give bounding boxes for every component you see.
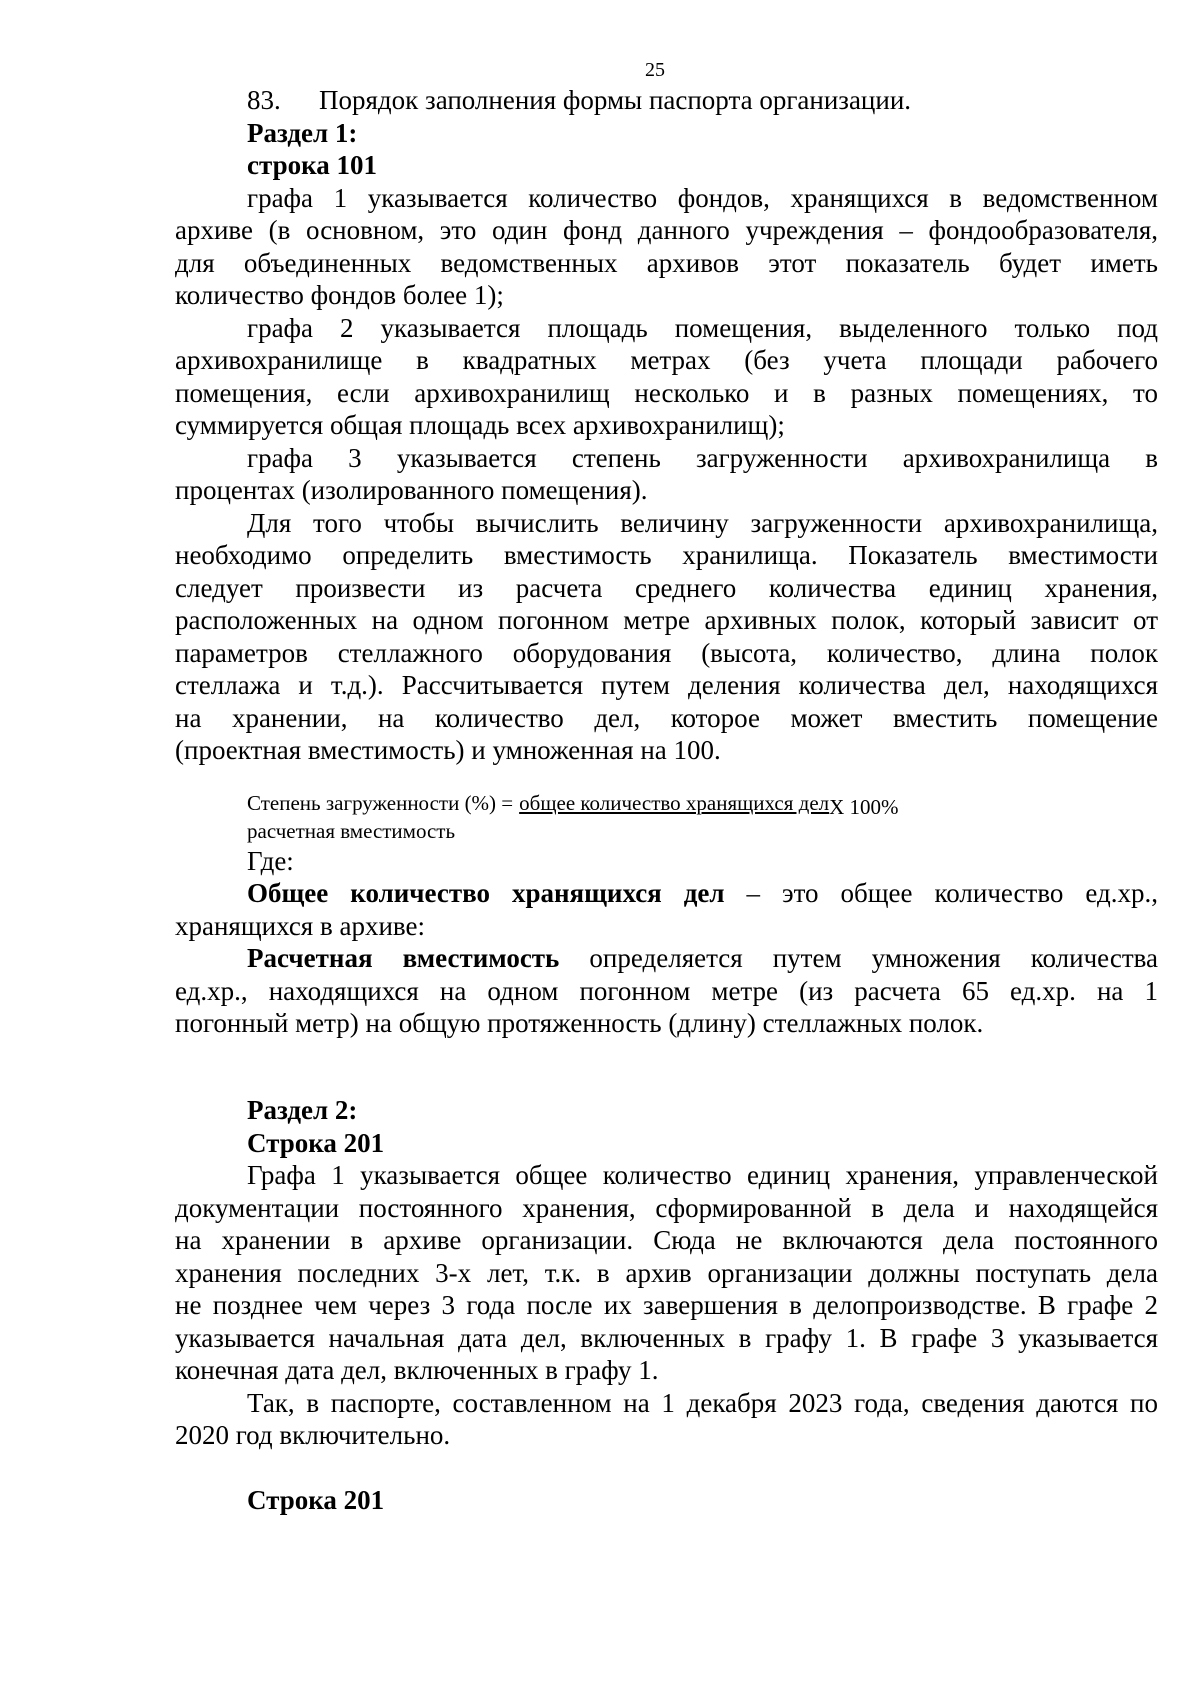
paragraph-line: конечная дата дел, включенных в графу 1. (175, 1355, 659, 1385)
paragraph-line: на хранении, на количество дел, которое может вместить помещение (175, 702, 1158, 733)
definition-line (175, 942, 1158, 975)
paragraph-line: не позднее чем через 3 года после их завершения в делопроизводстве. В графе 2 (175, 1290, 1158, 1320)
col3-paragraph (175, 442, 1158, 507)
paragraph-line: архиве (в основном, это один фонд данного учреждения – фондообразователя, (175, 215, 1158, 245)
where-label: Где: (247, 845, 294, 876)
paragraph-line: Графа 1 указывается общее количество единиц хранения, управленческой (247, 1160, 1158, 1190)
formula-multiplier: Х 100% (829, 794, 899, 819)
paragraph-line: расположенных на одном погонном метре архивных полок, который зависит от (175, 605, 1158, 635)
paragraph-line: Так, в паспорте, составленном на 1 декабря 2023 года, сведения даются по (247, 1387, 1158, 1418)
paragraph-line: графа 1 указывается количество фондов, хранящихся в ведомственном (247, 182, 1158, 213)
col2-paragraph (175, 312, 1158, 442)
spacer (175, 767, 1158, 789)
section-2-heading: Раздел 2: (247, 1095, 358, 1125)
formula-label: Степень загруженности (%) = (247, 790, 514, 815)
paragraph-line: 2020 год включительно. (175, 1420, 451, 1450)
paragraph-line: помещения, если архивохранилищ несколько и в разных помещениях, то (175, 377, 1158, 408)
paragraph-line: на хранении в архиве организации. Сюда не включаются дела постоянного (175, 1225, 1158, 1255)
formula-denominator: расчетная вместимость (247, 818, 456, 843)
paragraph-line: следует произвести из расчета среднего количества единиц хранения, (175, 572, 1158, 603)
page-number: 25 (645, 59, 665, 81)
definition-line (175, 877, 1158, 910)
definition-line: ед.хр., находящихся на одном погонном метре (из расчета 65 ед.хр. на 1 (175, 975, 1158, 1006)
paragraph-line: (проектная вместимость) и умноженная на 100. (175, 735, 721, 765)
spacer (175, 1040, 1158, 1073)
paragraph-line: параметров стеллажного оборудования (высота, количество, длина полок (175, 637, 1158, 668)
paragraph-line: Для того чтобы вычислить величину загруженности архивохранилища, (247, 507, 1158, 538)
paragraph-line: графа 3 указывается степень загруженности архивохранилища в (247, 442, 1158, 473)
section2-col1-paragraph (175, 1159, 1158, 1387)
definition-term: Расчетная вместимость (247, 943, 560, 973)
row-201-heading-2: Строка 201 (247, 1485, 385, 1515)
section2-example-paragraph (175, 1387, 1158, 1452)
formula-numerator-row (175, 789, 1158, 817)
paragraph-line: стеллажа и т.д.). Рассчитывается путем деления количества дел, находящихся (175, 670, 1158, 700)
paragraph-line: документации постоянного хранения, сформированной в дела и находящейся (175, 1192, 1158, 1223)
paragraph-line: указывается начальная дата дел, включенных в графу 1. В графе 3 указывается (175, 1322, 1158, 1353)
paragraph-line: архивохранилище в квадратных метрах (без учета площади рабочего (175, 345, 1158, 375)
definition-text: определяется путем умножения количества (589, 943, 1158, 973)
page-content (175, 84, 1158, 1517)
item-text: Порядок заполнения формы паспорта организации. (319, 85, 912, 115)
paragraph-line: процентах (изолированного помещения). (175, 475, 648, 505)
formula-numerator: общее количество хранящихся дел (519, 790, 830, 815)
definition-text: – это общее количество ед.хр., (746, 878, 1158, 908)
section-1-heading: Раздел 1: (247, 117, 358, 148)
definition-term: Общее количество хранящихся дел (247, 878, 725, 908)
col1-paragraph (175, 182, 1158, 312)
paragraph-line: для объединенных ведомственных архивов этот показатель будет иметь (175, 247, 1158, 278)
paragraph-line: суммируется общая площадь всех архивохранилищ); (175, 410, 785, 440)
paragraph-line: хранения последних 3-х лет, т.к. в архив организации должны поступать дела (175, 1257, 1158, 1288)
load-formula (175, 789, 1158, 845)
definition-line: погонный метр) на общую протяженность (длину) стеллажных полок. (175, 1008, 984, 1038)
spacer (175, 1452, 1158, 1485)
item-83 (175, 84, 1158, 117)
definition-capacity (175, 942, 1158, 1040)
row-101-heading: строка 101 (247, 150, 377, 180)
paragraph-line: графа 2 указывается площадь помещения, выделенного только под (247, 312, 1158, 343)
spacer (175, 1072, 1158, 1094)
paragraph-line: количество фондов более 1); (175, 280, 504, 310)
paragraph-line: необходимо определить вместимость хранилища. Показатель вместимости (175, 540, 1158, 570)
definition-total-cases (175, 877, 1158, 942)
definition-line: хранящихся в архиве: (175, 910, 425, 941)
item-number: 83. (247, 85, 281, 115)
row-201-heading: Строка 201 (247, 1127, 385, 1158)
load-paragraph (175, 507, 1158, 767)
